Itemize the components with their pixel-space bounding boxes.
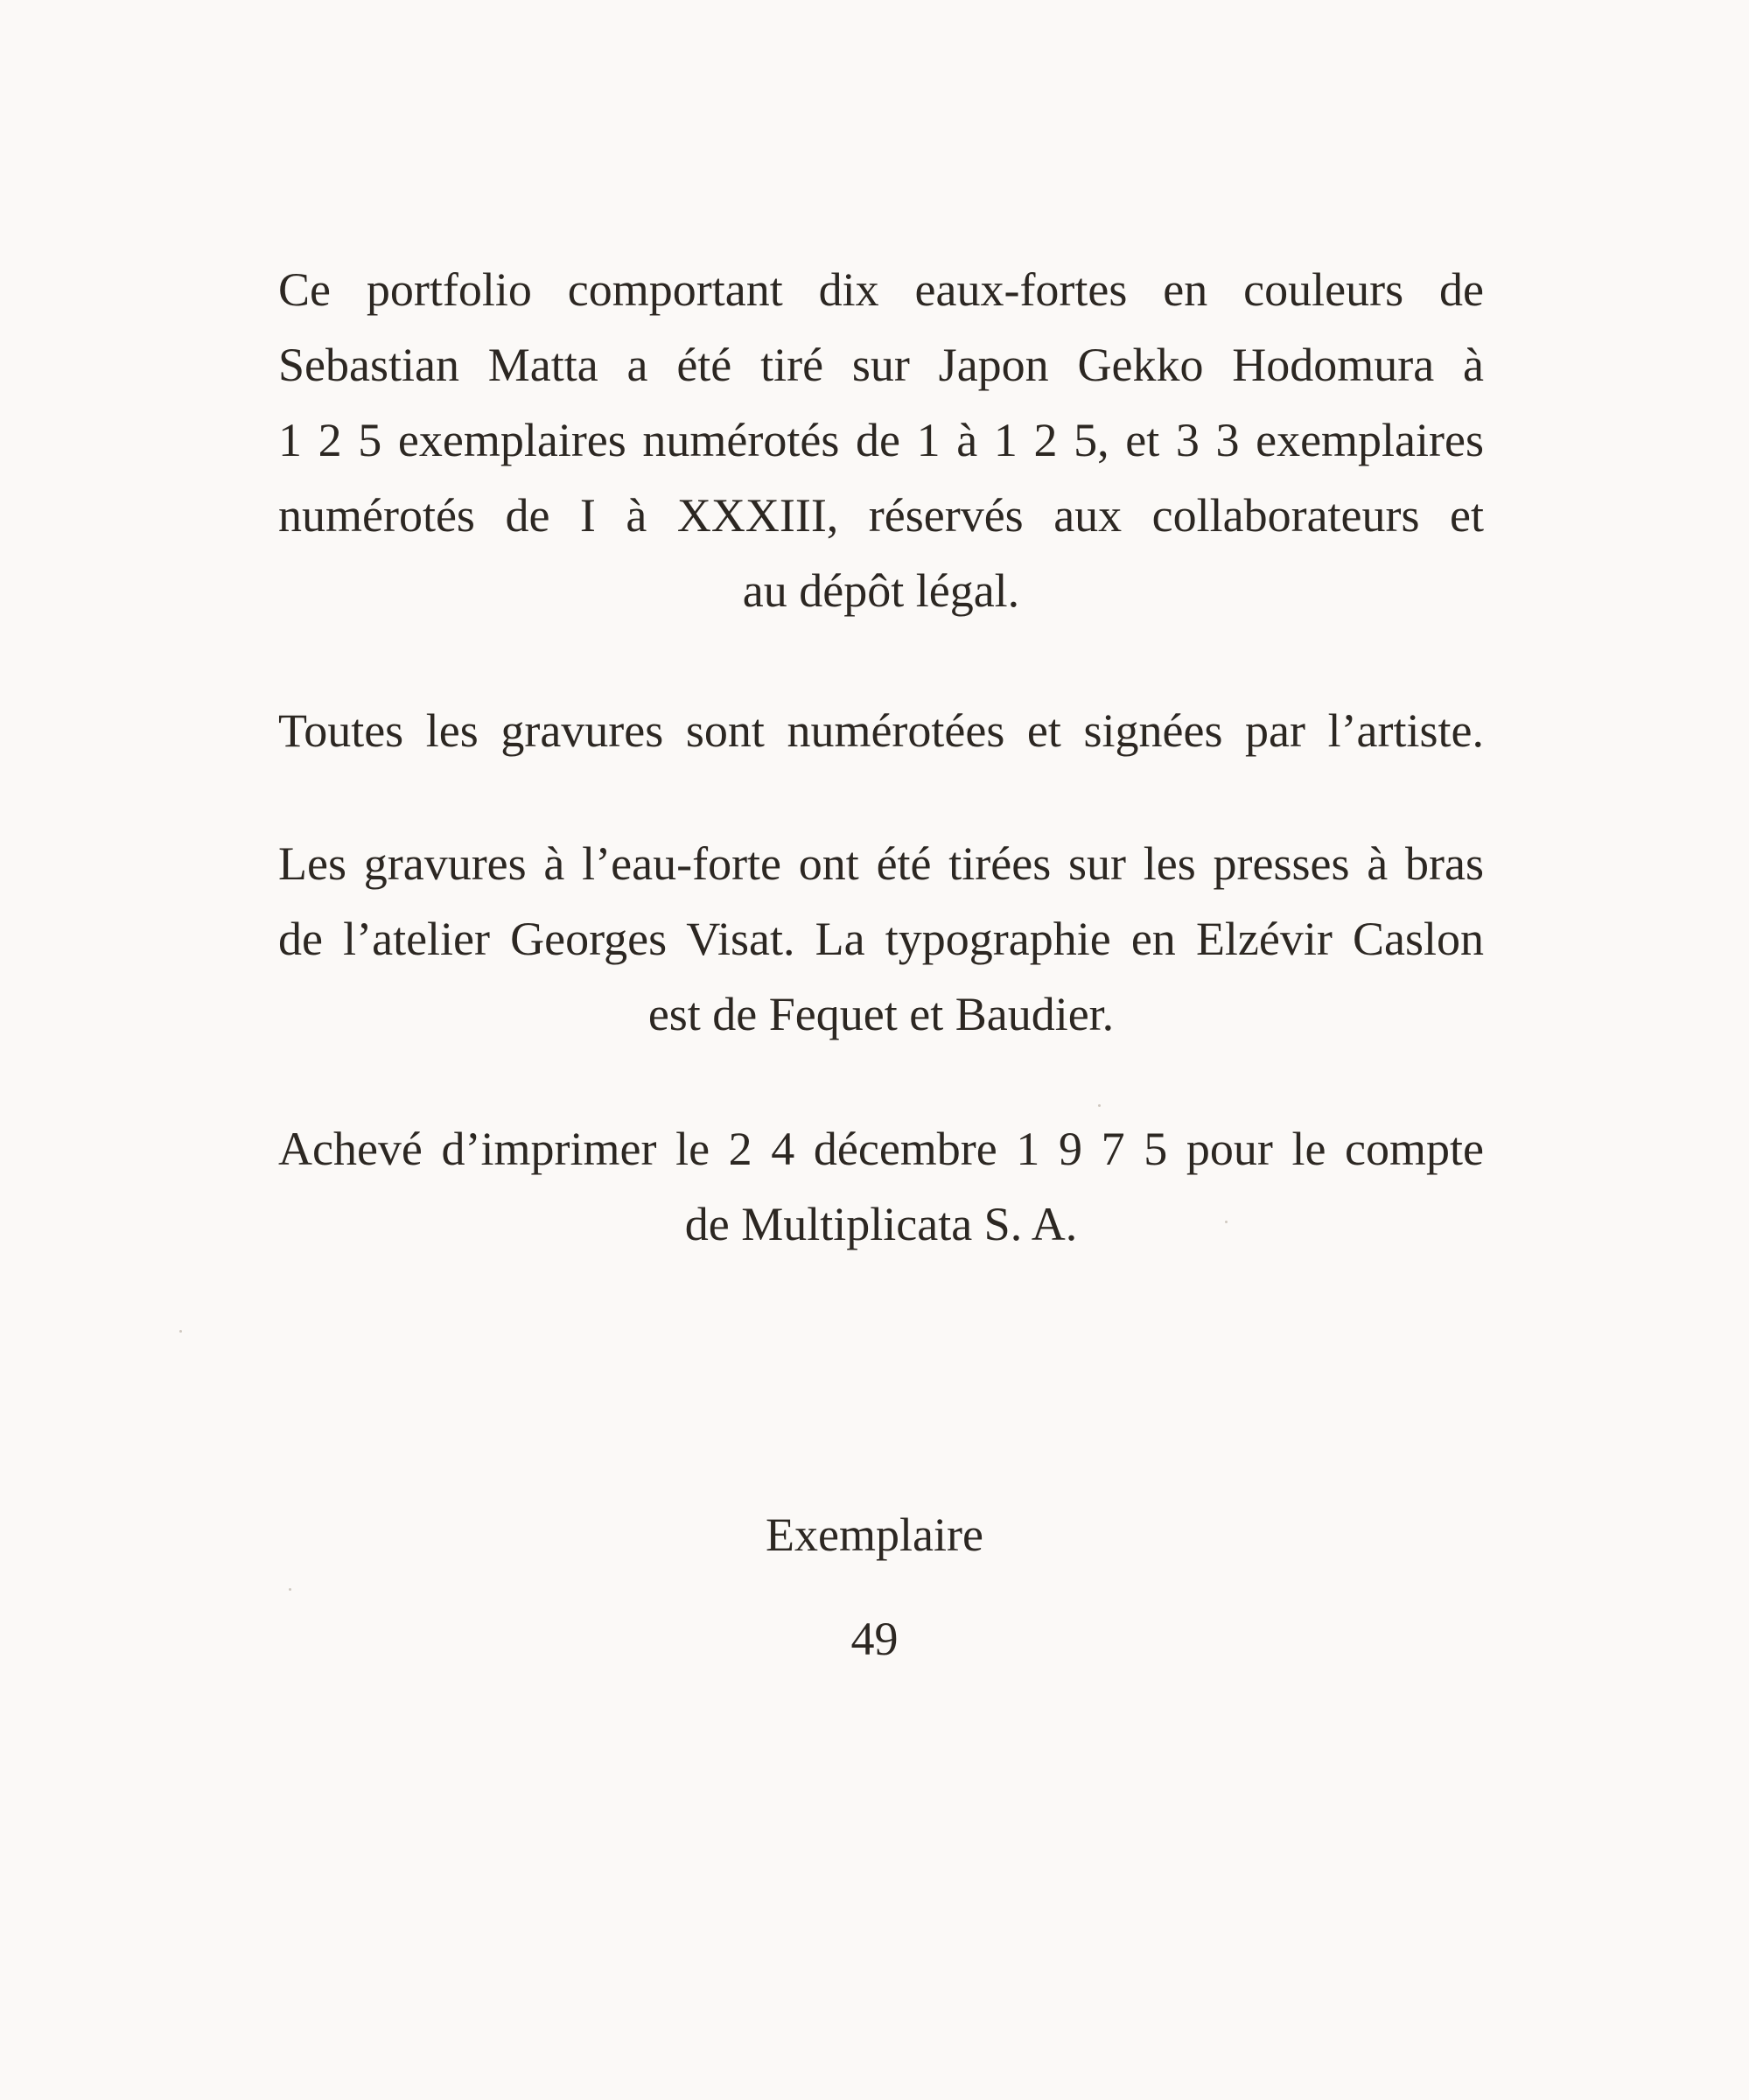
completion-paragraph (278, 1111, 1484, 1262)
exemplaire-label: Exemplaire (766, 1508, 983, 1561)
paper-speck (1098, 1104, 1101, 1107)
printing-paragraph (278, 826, 1484, 1052)
printing-line-2: de l’atelier Georges Visat. La typographie en Elzévir Caslon (278, 913, 1484, 965)
edition-line-4: numérotés de I à XXXIII, réservés aux collaborateurs et (278, 489, 1484, 542)
paper-speck (289, 1588, 291, 1591)
paper-speck (1225, 1221, 1228, 1223)
signature-paragraph (278, 693, 1484, 768)
edition-paragraph (278, 252, 1484, 628)
edition-line-3: 1 2 5 exemplaires numérotés de 1 à 1 2 5, et 3 3 exemplaires (278, 414, 1484, 466)
completion-line-1: Achevé d’imprimer le 2 4 décembre 1 9 7 5 pour le compte (278, 1123, 1484, 1175)
printing-line-3: est de Fequet et Baudier. (647, 988, 1115, 1040)
edition-line-5: au dépôt légal. (742, 564, 1020, 617)
signature-line-1: Toutes les gravures sont numérotées et signées par l’artiste. (278, 704, 1484, 757)
exemplaire-number: 49 (850, 1613, 899, 1665)
paper-speck (179, 1330, 182, 1333)
completion-line-2: de Multiplicata S. A. (684, 1198, 1078, 1250)
printing-line-1: Les gravures à l’eau-forte ont été tirées sur les presses à bras (278, 837, 1484, 890)
edition-line-1: Ce portfolio comportant dix eaux-fortes en couleurs de (278, 263, 1484, 316)
edition-line-2: Sebastian Matta a été tiré sur Japon Gekko Hodomura à (278, 339, 1484, 391)
